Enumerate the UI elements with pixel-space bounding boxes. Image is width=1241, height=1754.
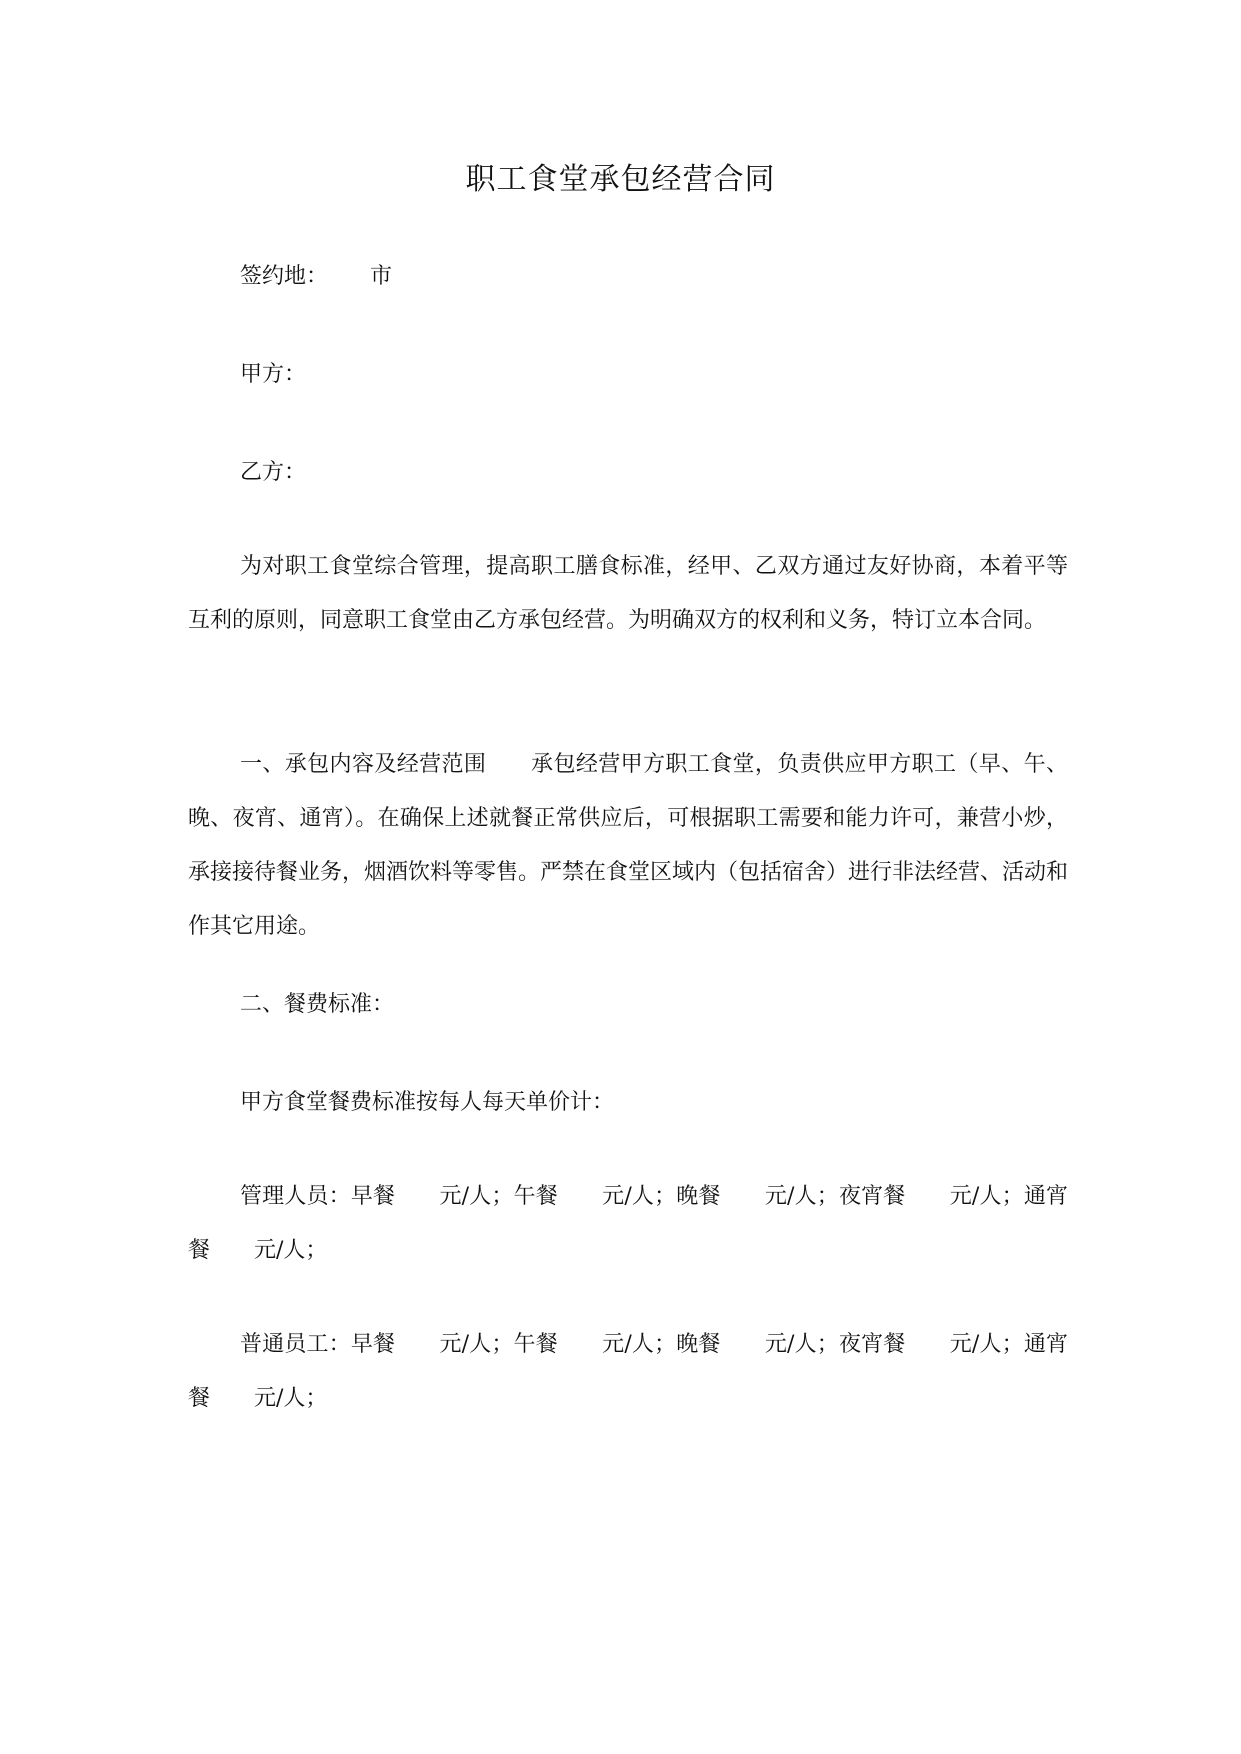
sign-place-line: 签约地： 市 — [240, 264, 392, 289]
fee-staff-paragraph: 普通员工：早餐 元/人；午餐 元/人；晚餐 元/人；夜宵餐 元/人；通宵餐 元/人； — [188, 1332, 1068, 1411]
party-b-line: 乙方： — [240, 460, 307, 485]
preamble-paragraph: 为对职工食堂综合管理，提高职工膳食标准，经甲、乙双方通过友好协商，本着平等互利的原则，同意职工食堂由乙方承包经营。为明确双方的权利和义务，特订立本合同。 — [188, 554, 1068, 633]
section-1-paragraph: 一、承包内容及经营范围 承包经营甲方职工食堂，负责供应甲方职工（早、午、晚、夜宵、通宵）。在确保上述就餐正常供应后，可根据职工需要和能力许可，兼营小炒，承接接待餐业务，烟酒饮料等零售。严禁在食堂区域内（包括宿舍）进行非法经营、活动和作其它用途。 — [188, 752, 1069, 939]
party-a-line: 甲方： — [240, 362, 307, 387]
fee-intro-line: 甲方食堂餐费标准按每人每天单价计： — [240, 1090, 615, 1115]
document-title: 职工食堂承包经营合同 — [465, 162, 776, 197]
section-2-heading: 二、餐费标准： — [240, 992, 395, 1017]
fee-managers-paragraph: 管理人员：早餐 元/人；午餐 元/人；晚餐 元/人；夜宵餐 元/人；通宵餐 元/人； — [188, 1184, 1068, 1263]
